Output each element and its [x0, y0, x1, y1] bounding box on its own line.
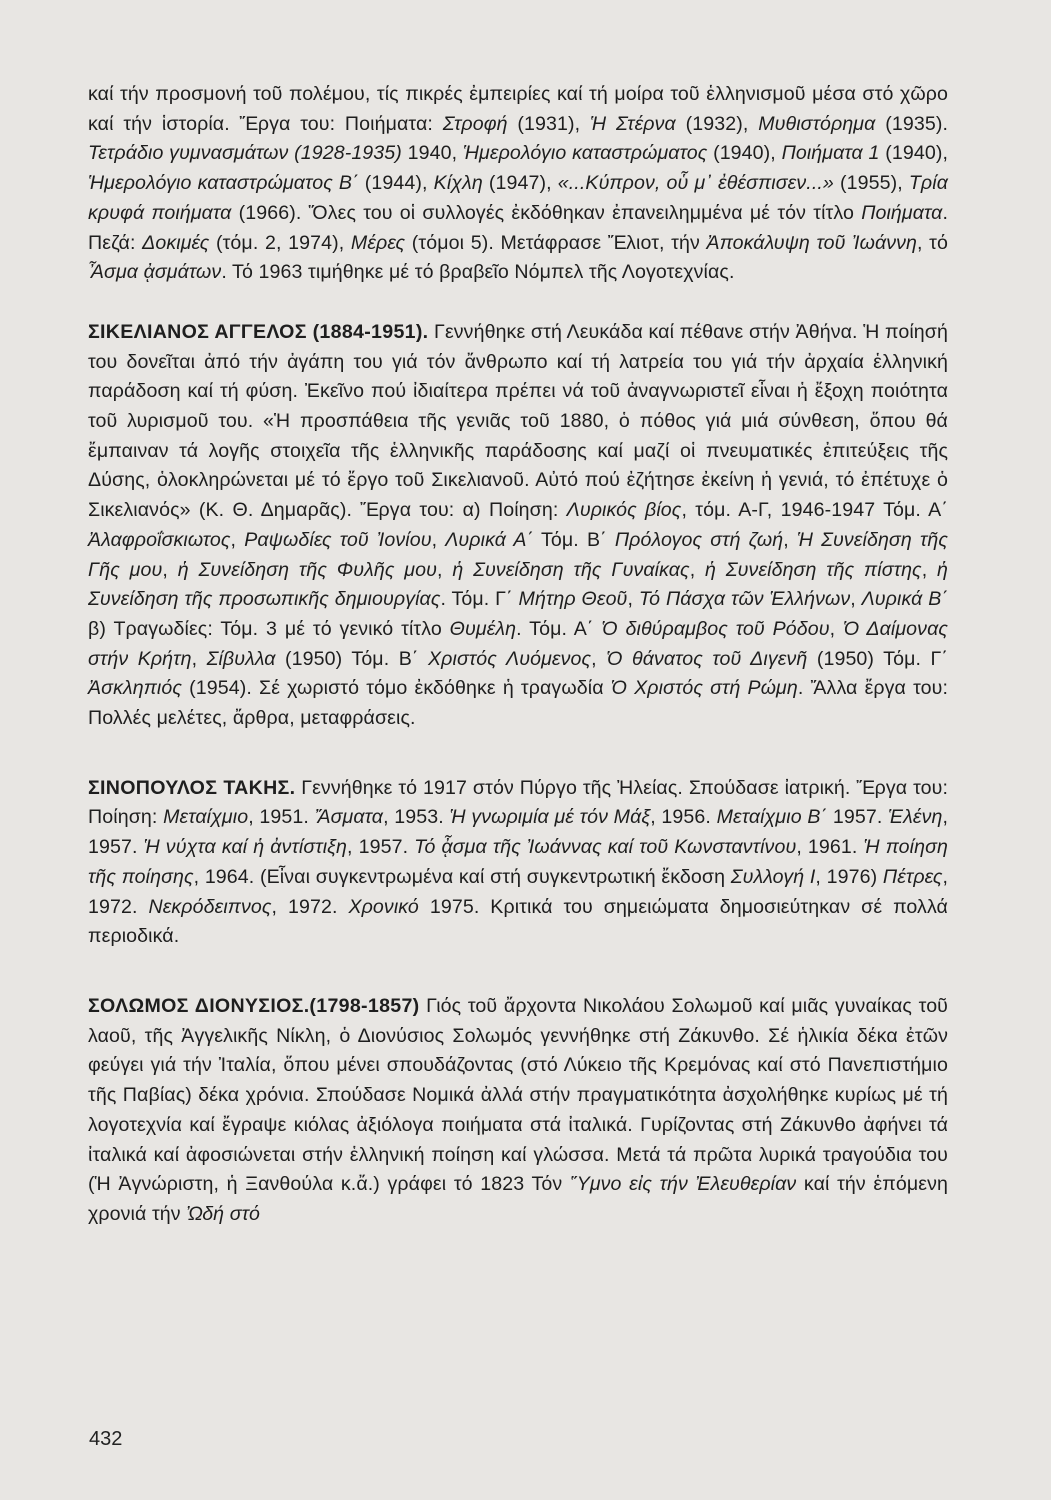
- body-text: 1975. Κριτικά του σημειώματα δημοσιεύτηκαν σέ πολλά περιοδικά.: [88, 895, 948, 948]
- work-title: Ὁ Χριστός στή Ρώμη: [610, 677, 798, 700]
- work-title: «...Κύπρον, οὗ μ᾽ ἐθέσπισεν...»: [557, 172, 834, 195]
- entry-heading: ΣΟΛΩΜΟΣ ΔΙΟΝΥΣΙΟΣ.(1798-1857): [88, 994, 420, 1017]
- body-text: , 1951.: [248, 806, 315, 829]
- body-text: ,: [829, 617, 843, 640]
- work-title: Πρόλογος στή ζωή: [614, 528, 784, 551]
- work-title: Ἡμερολόγιο καταστρώματος: [462, 142, 708, 165]
- work-title: Μυθιστόρημα: [758, 112, 876, 135]
- work-title: Μεταίχμιο: [163, 806, 249, 829]
- body-text: , τό: [917, 231, 948, 254]
- work-title: Ἡ γνωριμία μέ τόν Μάξ: [449, 806, 651, 829]
- body-text: , 1976): [815, 865, 883, 888]
- work-title: Θυμέλη: [449, 617, 517, 640]
- work-title: Μέρες: [350, 231, 406, 254]
- body-text: (1932),: [675, 112, 759, 135]
- work-title: Ἆσμα ᾀσμάτων: [88, 261, 222, 284]
- body-text: , 1972.: [271, 895, 349, 918]
- body-text: (1940),: [707, 142, 782, 165]
- work-title: Ραψωδίες τοῦ Ἰονίου: [244, 528, 432, 551]
- body-text: , 1961.: [796, 836, 864, 859]
- body-text: (τόμοι 5). Μετάφρασε Ἔλιοτ, τήν: [405, 231, 707, 254]
- body-text: ,: [689, 558, 706, 581]
- work-title: Στροφή: [442, 112, 508, 135]
- entry-heading: ΣΙΝΟΠΟΥΛΟΣ ΤΑΚΗΣ.: [88, 776, 296, 799]
- body-text: , 1972.: [88, 865, 949, 918]
- body-text: (1950) Τόμ. Γ΄: [807, 647, 949, 670]
- text-column: [88, 80, 948, 1230]
- work-title: Νεκρόδειπνος: [148, 895, 272, 918]
- body-text: , 1957.: [88, 806, 948, 859]
- work-title: Ἀποκάλυψη τοῦ Ἰωάννη: [706, 231, 917, 254]
- body-text: ,: [162, 558, 178, 581]
- work-title: Πέτρες: [882, 865, 943, 888]
- body-text: ,: [230, 528, 245, 551]
- work-title: Τετράδιο γυμνασμάτων (1928-1935): [88, 142, 402, 165]
- body-text: (1935).: [875, 112, 949, 135]
- body-text: 1940,: [401, 142, 463, 165]
- work-title: Λυρικά Α΄: [445, 528, 534, 551]
- work-title: Λυρικά Β΄: [861, 588, 949, 611]
- body-text: καί τήν προσμονή τοῦ πολέμου, τίς πικρές ἐμπειρίες καί τή μοίρα τοῦ ἑλληνισμοῦ μέσα στό χῶρο καί τήν ἱστορία. Ἔργα του: Ποιήματα:: [88, 83, 948, 135]
- body-text: (1944),: [358, 172, 434, 195]
- work-title: Ἡμερολόγιο καταστρώματος Β΄: [88, 172, 359, 195]
- work-title: Σίβυλλα: [206, 647, 276, 670]
- body-text: ,: [921, 558, 938, 581]
- work-title: Ἡ Στέρνα: [589, 112, 676, 135]
- work-title: Ἡ νύχτα καί ἡ ἀντίστιξη: [143, 836, 347, 859]
- body-text: , 1964. (Εἶναι συγκεντρωμένα καί στή συγκεντρωτική ἔκδοση: [193, 865, 731, 888]
- work-title: Μήτηρ Θεοῦ: [518, 588, 628, 611]
- body-text: ,: [783, 528, 797, 551]
- body-text: . Τόμ. Α΄: [516, 617, 602, 640]
- work-title: Ὁ διθύραμβος τοῦ Ρόδου: [601, 617, 830, 640]
- work-title: Ἡ ποίηση τῆς ποίησης: [88, 836, 948, 888]
- body-text: . Τό 1963 τιμήθηκε μέ τό βραβεῖο Νόμπελ τῆς Λογοτεχνίας.: [221, 261, 735, 284]
- work-title: Ἀσκληπιός: [88, 677, 183, 700]
- body-text: ,: [191, 647, 207, 670]
- work-title: Τρία κρυφά ποιήματα: [88, 172, 948, 224]
- entry-heading: ΣΙΚΕΛΙΑΝΟΣ ΑΓΓΕΛΟΣ (1884-1951).: [88, 320, 429, 343]
- body-text: ,: [850, 588, 862, 611]
- entry-solomos: [88, 992, 948, 1230]
- body-text: , 1957.: [346, 836, 415, 859]
- body-text: (τόμ. 2, 1974),: [209, 231, 351, 254]
- work-title: ἡ Συνείδηση τῆς Γυναίκας: [452, 558, 690, 581]
- work-title: Κίχλη: [433, 172, 483, 195]
- body-text: β) Τραγωδίες: Τόμ. 3 μέ τό γενικό τίτλο: [88, 617, 450, 640]
- work-title: Ὁ Δαίμονας στήν Κρήτη: [88, 617, 948, 670]
- body-text: (1955),: [833, 172, 909, 195]
- entry-seferis-continued: [88, 80, 948, 288]
- entry-sinopoulos: [88, 774, 948, 952]
- body-text: καί τήν ἑπόμενη χρονιά τήν: [88, 1173, 948, 1225]
- work-title: Ἀλαφροΐσκιωτος: [88, 528, 231, 551]
- work-title: Συλλογή Ι: [730, 865, 816, 888]
- work-title: Μεταίχμιο Β΄: [716, 806, 828, 829]
- work-title: Ἄσματα: [314, 806, 384, 829]
- work-title: Δοκιμές: [142, 231, 210, 254]
- body-text: (1931),: [507, 112, 590, 135]
- page-number: 432: [89, 1428, 123, 1450]
- body-text: (1966). Ὅλες του οἱ συλλογές ἐκδόθηκαν ἐπανειλημμένα μέ τόν τίτλο: [231, 201, 862, 224]
- body-text: 1957.: [827, 806, 889, 829]
- body-text: , 1953.: [383, 806, 450, 829]
- body-text: ,: [591, 647, 607, 670]
- work-title: ἡ Συνείδηση τῆς Φυλῆς μου: [177, 558, 437, 581]
- body-text: Γιός τοῦ ἄρχοντα Νικολάου Σολωμοῦ καί μιᾶς γυναίκας τοῦ λαοῦ, τῆς Ἀγγελικῆς Νίκλη, ὁ Διονύσιος Σολωμός γεννήθηκε στή Ζάκυνθο. Σέ ἡλικία δέκα ἐτῶν φεύγει γιά τήν Ἰταλία, ὅπου μένει σπουδάζοντας (στό Λύκειο τῆς Κρεμόνας καί στό Πανεπιστήμιο τῆς Παβίας) δέκα χρόνια. Σπούδασε Νομικά ἀλλά στήν πραγματικότητα ἀσχολήθηκε κυρίως μέ τή λογοτεχνία καί ἔγραψε κιόλας ἀξιόλογα ποιήματα στά ἰταλικά. Γυρίζοντας στή Ζάκυνθο ἀφήνει τά ἰταλικά καί ἀφοσιώνεται στήν ἑλληνική ποίηση καί γλώσσα. Μετά τά πρῶτα λυρικά τραγούδια του (Ἡ Ἀγνώριστη, ἡ Ξανθούλα κ.ἄ.) γράφει τό 1823 Τόν: [88, 994, 949, 1196]
- body-text: , τόμ. Α-Γ, 1946-1947 Τόμ. Α΄: [681, 499, 948, 522]
- body-text: Γεννήθηκε στή Λευκάδα καί πέθανε στήν Ἀθήνα. Ἡ ποίησή του δονεῖται ἀπό τήν ἀγάπη του γιά τόν ἄνθρωπο καί τή λατρεία του γιά τήν ἀρχαία ἑλληνική παράδοση καί τή φύση. Ἐκεῖνο πού ἰδιαίτερα πρέπει νά τοῦ ἀναγνωριστεῖ εἶναι ἡ ἔξοχη ποιότητα τοῦ λυρισμοῦ του. «Ἡ προσπάθεια τῆς γενιᾶς τοῦ 1880, ὁ πόθος γιά μιά σύνθεση, ὅπου θά ἔμπαιναν τά λογῆς στοιχεῖα τῆς ἑλληνικῆς παράδοσης καί μαζί οἱ πνευματικές ἐπιτεύξεις τῆς Δύσης, ὁλοκληρώνεται μέ τό ἔργο τοῦ Σικελιανοῦ. Αὐτό πού ἐζήτησε ἐκείνη ἡ γενιά, τό ἐπέτυχε ὁ Σικελιανός» (Κ. Θ. Δημαρᾶς). Ἔργα του: α) Ποίηση:: [88, 320, 948, 522]
- work-title: ἡ Συνείδηση τῆς προσωπικῆς δημιουργίας: [88, 558, 949, 611]
- work-title: Λυρικός βίος: [566, 499, 682, 522]
- body-text: , 1956.: [650, 806, 717, 829]
- body-text: . Τόμ. Γ΄: [440, 588, 519, 611]
- work-title: Ποιήματα: [861, 201, 943, 224]
- body-text: . Πεζά:: [88, 201, 948, 254]
- body-text: Τόμ. Β΄: [533, 528, 615, 551]
- body-text: . Ἄλλα ἔργα του: Πολλές μελέτες, ἄρθρα, μεταφράσεις.: [88, 677, 948, 730]
- body-text: ,: [436, 558, 453, 581]
- work-title: Ποιήματα 1: [781, 142, 880, 165]
- work-title: Ὠδή στό: [186, 1202, 261, 1225]
- work-title: Χριστός Λυόμενος: [428, 647, 592, 670]
- body-text: (1954). Σέ χωριστό τόμο ἐκδόθηκε ἡ τραγωδία: [182, 677, 611, 700]
- body-text: (1947),: [482, 172, 558, 195]
- work-title: Τό ᾆσμα τῆς Ἰωάννας καί τοῦ Κωνσταντίνου: [414, 836, 797, 859]
- body-text: (1950) Τόμ. Β΄: [275, 647, 428, 670]
- work-title: Ὕμνο εἰς τήν Ἐλευθερίαν: [569, 1173, 797, 1196]
- work-title: Ὁ θάνατος τοῦ Διγενῆ: [606, 647, 808, 670]
- body-text: ,: [431, 528, 446, 551]
- work-title: Τό Πάσχα τῶν Ἑλλήνων: [638, 588, 851, 611]
- body-text: Γεννήθηκε τό 1917 στόν Πύργο τῆς Ἠλείας. Σπούδασε ἰατρική. Ἔργα του: Ποίηση:: [88, 776, 948, 829]
- body-text: ,: [627, 588, 639, 611]
- work-title: Ἑλένη: [888, 806, 943, 829]
- work-title: ἡ Συνείδηση τῆς πίστης: [705, 558, 922, 581]
- entry-sikelianos: [88, 318, 948, 734]
- body-text: (1940),: [879, 142, 949, 165]
- work-title: Ἡ Συνείδηση τῆς Γῆς μου: [88, 528, 948, 581]
- work-title: Χρονικό: [348, 895, 419, 918]
